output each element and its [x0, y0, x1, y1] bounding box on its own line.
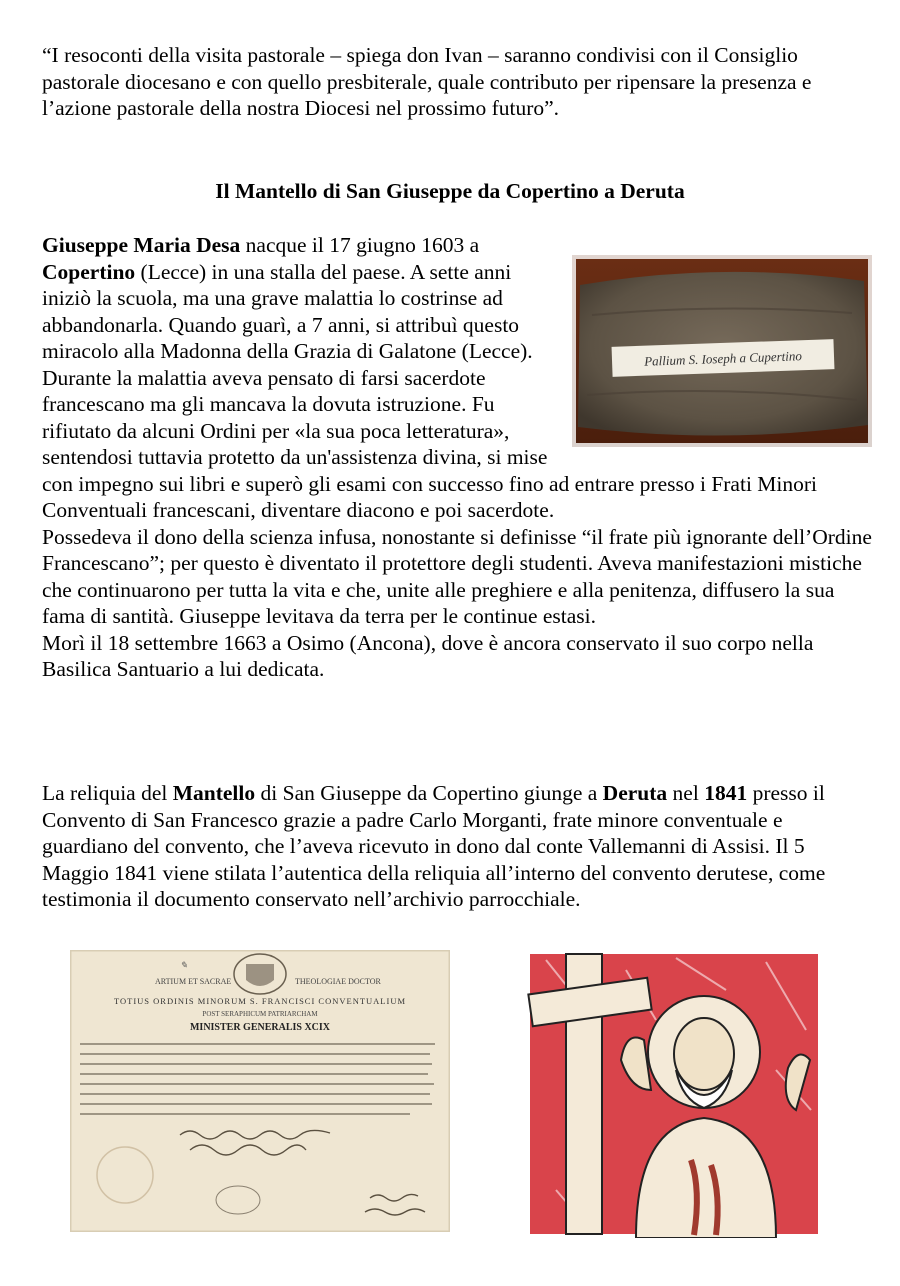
relic-text-4: presso il Convento di San Francesco grazie a padre Carlo Morganti, frate minore conventuale e guardiano del convento, che l’aveva ricevuto in dono dal conte Vallemanni di Assisi. Il 5 Maggio 1841 viene stilata l’autentica della reliquia all’interno del convento derutese, come testimonia il documento conservato nell’archivio parrocchiale.: [42, 781, 826, 911]
bio-text-2: (Lecce) in una stalla del paese. A sette anni iniziò la scuola, ma una grave malattia lo costrinse ad abbandonarla. Quando guarì, a 7 anni, si attribuì questo miracolo alla Madonna della Grazia di Galatone (Lecce).: [42, 259, 533, 363]
intro-paragraph: “I resoconti della visita pastorale – spiega don Ivan – saranno condivisi con il Consiglio pastorale diocesano e con quello presbiterale, quale contributo per ripensare la presenza e l’azione pastorale della nostra Diocesi nel prossimo futuro”.: [42, 43, 812, 120]
doc-line-4: POST SERAPHICUM PATRIARCHAM: [202, 1010, 318, 1018]
biography-section: [42, 232, 872, 683]
article-title: Il Mantello di San Giuseppe da Copertino a Deruta: [215, 179, 685, 203]
relic-bold-mantle: Mantello: [172, 781, 256, 805]
bio-text-3: Durante la malattia aveva pensato di farsi sacerdote francescano ma gli mancava la dovuta istruzione. Fu rifiutato da alcuni Ordini per «la sua poca letteratura», sentendosi tuttavia protetto da un'assistenza divina, si mise con impegno sui libri e superò gli esami con successo fino ad entrare presso i Frati Minori Conventuali francescani, diventare diacono e poi sacerdote.: [42, 365, 818, 522]
relic-text-1: La reliquia del: [42, 781, 173, 805]
relic-bold-year: 1841: [704, 781, 748, 805]
mantle-photo: [572, 255, 872, 447]
svg-text:✎: ✎: [180, 960, 188, 970]
doc-line-5: MINISTER GENERALIS XCIX: [189, 1022, 331, 1033]
bio-text-4: Possedeva il dono della scienza infusa, nonostante si definisse “il frate più ignorante dell’Ordine Francescano”; per questo è diventato il protettore degli studenti. Aveva manifestazioni mistiche che continuarono per tutta la vita e che, unite alle preghiere e alla penitenza, diffusero la sua fama di santità. Giuseppe levitava da terra per le continue estasi.: [42, 524, 872, 628]
relic-text-3: nel: [667, 781, 705, 805]
bio-text-1: nacque il 17 giugno 1603 a: [240, 233, 480, 257]
relic-text-2: di San Giuseppe da Copertino giunge a: [255, 781, 603, 805]
doc-line-2: THEOLOGIAE DOCTOR: [295, 977, 381, 986]
bio-text-5: Morì il 18 settembre 1663 a Osimo (Ancona), dove è ancora conservato il suo corpo nella Basilica Santuario a lui dedicata.: [42, 630, 814, 681]
relic-bold-deruta: Deruta: [602, 781, 668, 805]
relic-paragraph: [42, 780, 872, 913]
mantle-label-text: Pallium S. Ioseph a Cupertino: [643, 348, 803, 369]
saint-name: Giuseppe Maria Desa: [42, 233, 241, 257]
saint-illustration: [526, 950, 822, 1238]
authentication-document-image: [70, 950, 450, 1232]
birthplace: Copertino: [42, 259, 136, 284]
doc-line-1: ARTIUM ET SACRAE: [155, 977, 232, 986]
doc-line-3: TOTIUS ORDINIS MINORUM S. FRANCISCI CONVENTUALIUM: [113, 996, 407, 1006]
